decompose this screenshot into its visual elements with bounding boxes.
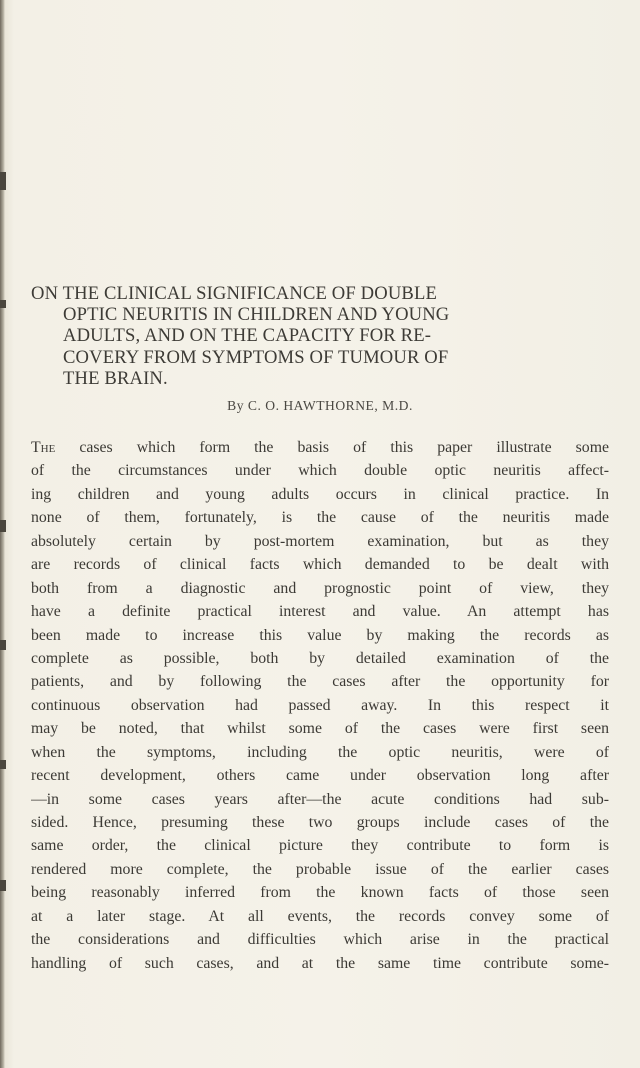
body-line: same order, the clinical picture they contribute to form is [31,837,609,855]
page-binding-edge [0,0,5,1068]
body-line: recent development, others came under observation long after [31,767,609,785]
body-line: of the circumstances under which double optic neuritis affect- [31,462,609,480]
body-line: both from a diagnostic and prognostic point of view, they [31,579,609,597]
body-line: none of them, fortunately, is the cause of the neuritis made [31,509,609,527]
article-body [31,436,609,975]
body-line: when the symptoms, including the optic neuritis, were of [31,743,609,761]
body-line: at a later stage. At all events, the records convey some of [31,907,609,925]
body-line: being reasonably inferred from the known facts of those seen [31,884,609,902]
body-line: may be noted, that whilst some of the cases were first seen [31,720,609,738]
body-line: ing children and young adults occurs in clinical practice. In [31,485,609,503]
title-line: COVERY FROM SYMPTOMS OF TUMOUR OF [63,346,449,368]
title-line: OPTIC NEURITIS IN CHILDREN AND YOUNG [63,304,450,326]
body-line: been made to increase this value by making the records as [31,626,609,644]
binding-mark [0,760,6,769]
binding-mark [0,172,6,190]
body-line: the considerations and difficulties which arise in the practical [31,931,609,949]
body-line: are records of clinical facts which demanded to be dealt with [31,556,609,574]
body-line: continuous observation had passed away. In this respect it [31,696,609,714]
binding-mark [0,520,6,532]
body-line: complete as possible, both by detailed examination of the [31,649,609,667]
body-line: sided. Hence, presuming these two groups include cases of the [31,814,609,831]
binding-mark [0,300,6,308]
binding-mark [0,880,6,891]
title-line: ADULTS, AND ON THE CAPACITY FOR RE- [63,325,432,347]
author-byline: By C. O. HAWTHORNE, M.D. [227,398,413,413]
body-line: —in some cases years after—the acute conditions had sub- [31,790,609,808]
body-line: handling of such cases, and at the same time contribute some- [31,954,609,972]
title-line: THE BRAIN. [63,367,168,389]
lead-word: The [31,439,56,456]
body-line: rendered more complete, the probable issue of the earlier cases [31,860,609,878]
binding-mark [0,640,6,650]
body-line [31,436,609,459]
body-line: absolutely certain by post-mortem examination, but as they [31,532,609,550]
body-line-text: cases which form the basis of this paper illustrate some [55,439,609,456]
title-line: ON THE CLINICAL SIGNIFICANCE OF DOUBLE [31,283,437,304]
article-title [31,283,601,389]
body-line: patients, and by following the cases after the opportunity for [31,673,609,691]
body-line: have a definite practical interest and value. An attempt has [31,603,609,621]
